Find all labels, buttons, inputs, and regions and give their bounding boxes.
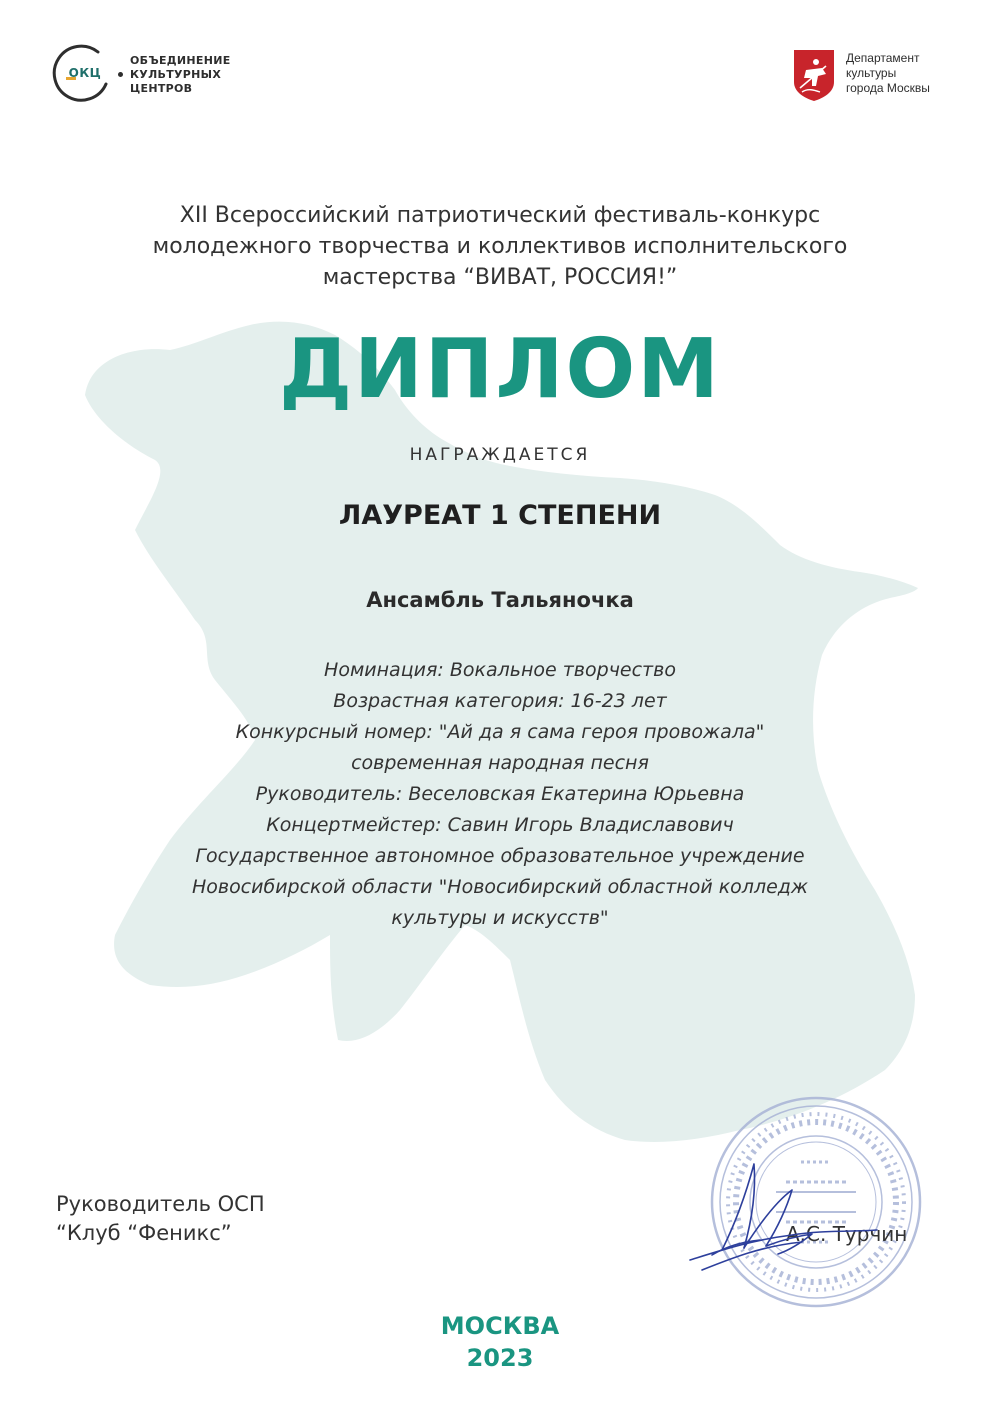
okc-abbreviation: ОКЦ	[68, 66, 102, 80]
detail-line: Руководитель: Веселовская Екатерина Юрьевна	[255, 783, 745, 805]
diploma-title: ДИПЛОМ	[279, 322, 721, 417]
recipient-name: Ансамбль Тальяночка	[366, 588, 634, 612]
okc-logo	[52, 44, 272, 114]
awarded-label: НАГРАЖДАЕТСЯ	[409, 445, 591, 465]
department-name-line: Департамент	[846, 51, 920, 65]
signer-position-line: Руководитель ОСП	[56, 1192, 265, 1216]
detail-line: Государственное автономное образовательное учреждение	[195, 845, 805, 867]
okc-separator-dot	[118, 72, 123, 77]
laureate-degree: ЛАУРЕАТ 1 СТЕПЕНИ	[338, 500, 662, 531]
detail-line: культуры и искусств"	[391, 907, 609, 929]
signer-name: А.С. Турчин	[786, 1222, 908, 1246]
detail-line: современная народная песня	[351, 752, 649, 774]
festival-title-line: молодежного творчества и коллективов исполнительского	[152, 234, 848, 259]
department-logo	[792, 48, 962, 104]
okc-name-line: ЦЕНТРОВ	[130, 82, 193, 95]
department-name	[846, 51, 930, 96]
detail-line: Концертмейстер: Савин Игорь Владиславович	[266, 814, 734, 836]
festival-title-line: XII Всероссийский патриотический фестиваль-конкурс	[179, 203, 821, 228]
okc-organization-name	[130, 54, 231, 96]
detail-line: Конкурсный номер: "Ай да я сама героя провожала"	[235, 721, 765, 743]
detail-line: Номинация: Вокальное творчество	[324, 659, 676, 681]
signer-position-line: “Клуб “Феникс”	[56, 1221, 232, 1245]
detail-line: Новосибирской области "Новосибирский областной колледж	[191, 876, 809, 898]
festival-title	[40, 200, 960, 293]
okc-name-line: ОБЪЕДИНЕНИЕ	[130, 54, 231, 67]
department-name-line: города Москвы	[846, 81, 930, 95]
department-name-line: культуры	[846, 66, 897, 80]
award-details	[60, 655, 940, 934]
city-label: МОСКВА	[440, 1312, 560, 1340]
year-label: 2023	[466, 1344, 534, 1372]
festival-title-line: мастерства “ВИВАТ, РОССИЯ!”	[322, 265, 678, 290]
okc-name-line: КУЛЬТУРНЫХ	[130, 68, 222, 81]
signer-position	[56, 1190, 265, 1248]
detail-line: Возрастная категория: 16-23 лет	[333, 690, 667, 712]
moscow-emblem-icon	[792, 48, 836, 102]
handwritten-signature-icon	[682, 1150, 882, 1280]
